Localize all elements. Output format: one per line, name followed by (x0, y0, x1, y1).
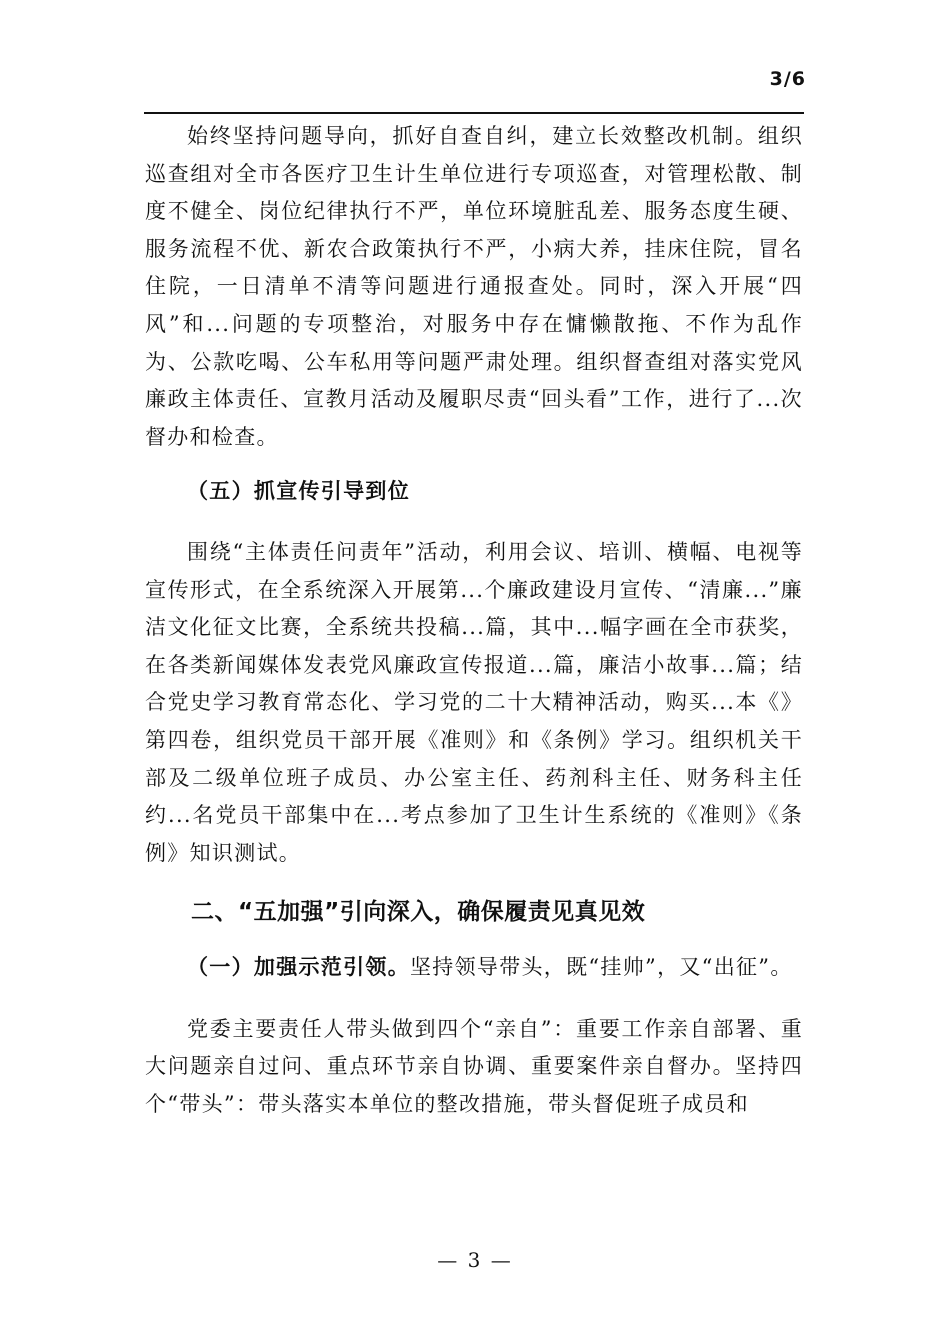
paragraph-leadership: 党委主要责任人带头做到四个“亲自”：重要工作亲自部署、重大问题亲自过问、重点环节亲自协调、重要案件亲自督办。坚持四个“带头”：带头落实本单位的整改措施，带头督促班子成员和 (145, 1016, 803, 1117)
paragraph-publicity: 围绕“主体责任问责年”活动，利用会议、培训、横幅、电视等宣传形式，在全系统深入开展第...个廉政建设月宣传、“清廉...”廉洁文化征文比赛，全系统共投稿...篇，其中...幅字画在全市获奖，在各类新闻媒体发表党风廉政宣传报道...篇，廉洁小故事...篇；结合党史学习教育常态化、学习党的二十大精神活动，购买...本《》第四卷，组织党员干部开展《准则》和《条例》学习。组织机关干部及二级单位班子成员、办公室主任、药剂科主任、财务科主任约...名党员干部集中在...考点参加了卫生计生系统的《准则》《条例》知识测试。 (145, 539, 803, 865)
header-rule (144, 112, 804, 114)
demonstration-text: 坚持领导带头，既“挂帅”，又“出征”。 (410, 955, 793, 980)
section-heading-five-strengthen: 二、“五加强”引向深入，确保履责见真见效 (191, 899, 646, 926)
demonstration-lead: （一）加强示范引领。 (187, 954, 410, 980)
footer-page-number: — 3 — (437, 1248, 513, 1272)
page-counter: 3/6 (769, 68, 806, 90)
subheading-publicity: （五）抓宣传引导到位 (187, 478, 410, 504)
document-body (145, 118, 803, 1124)
paragraph-demonstration (145, 948, 803, 987)
paragraph-rectification: 始终坚持问题导向，抓好自查自纠，建立长效整改机制。组织巡查组对全市各医疗卫生计生单位进行专项巡查，对管理松散、制度不健全、岗位纪律执行不严，单位环境脏乱差、服务态度生硬、服务流程不优、新农合政策执行不严，小病大养，挂床住院，冒名住院，一日清单不清等问题进行通报查处。同时，深入开展“四风”和...问题的专项整治，对服务中存在慵懒散拖、不作为乱作为、公款吃喝、公车私用等问题严肃处理。组织督查组对落实党风廉政主体责任、宣教月活动及履职尽责“回头看”工作，进行了...次督办和检查。 (145, 124, 803, 449)
